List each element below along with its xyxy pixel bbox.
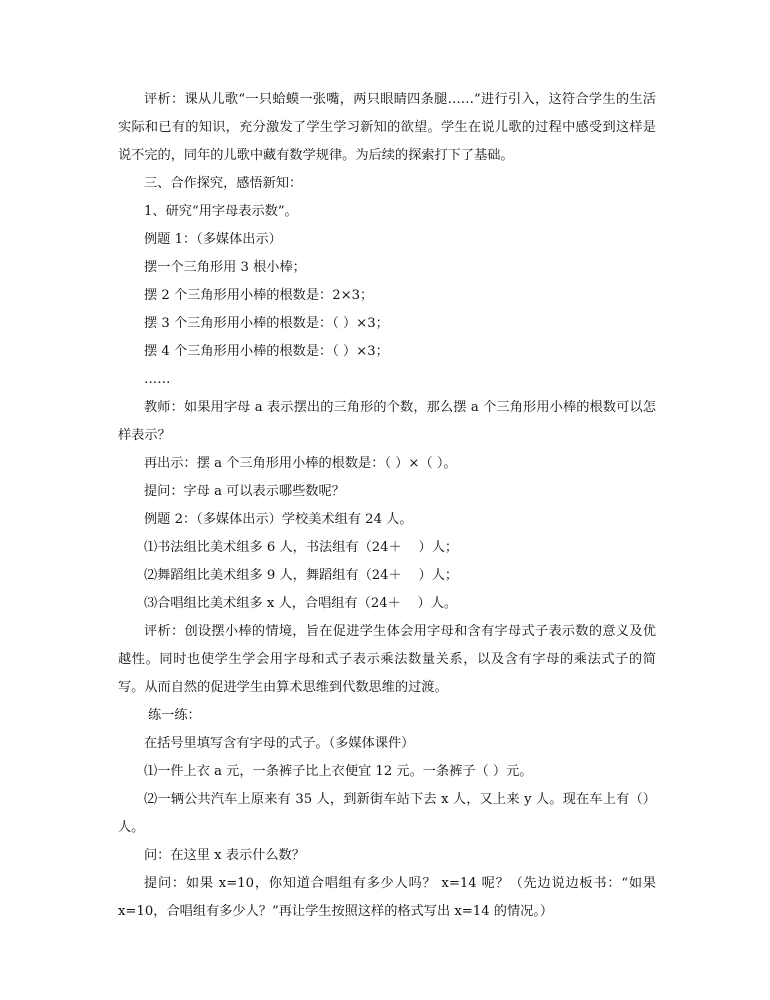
example-1-line-2: 摆 2 个三角形用小棒的根数是：2×3； [144,288,374,303]
section-heading: 三、合作探究，感悟新知： [144,176,303,191]
practice-item-1: ⑴一件上衣 a 元，一条裤子比上衣便宜 12 元。一条裤子（ ）元。 [144,764,533,779]
question-letter-a: 提问：字母 a 可以表示哪些数呢？ [144,484,345,499]
document-page [118,86,656,926]
example-1-title: 例题 1：（多媒体出示） [144,232,282,247]
example-1-line-3: 摆 3 个三角形用小棒的根数是：（ ）×3； [144,316,389,331]
ellipsis-line: …… [144,372,171,387]
commentary-paragraph-1: 评析：课从儿歌“一只蛤蟆一张嘴，两只眼睛四条腿……”进行引入，这符合学生的生活实际和已有的知识，充分激发了学生学习新知的欲望。学生在说儿歌的过程中感受到这样是说不完的，同年的儿歌中藏有数学规律。为后续的探索打下了基础。 [118,92,656,163]
example-2-item-3: ⑶合唱组比美术组多 x 人，合唱组有（24＋ ）人。 [144,596,458,611]
follow-up-question: 提问：如果 x=10，你知道合唱组有多少人吗？ x=14 呢？（先边说边板书：“如果x=10，合唱组有多少人？”再让学生按照这样的格式写出 x=14 的情况。） [118,876,656,919]
commentary-paragraph-2: 评析：创设摆小棒的情境，旨在促进学生体会用字母和含有字母式子表示数的意义及优越性。同时也使学生学会用字母和式子表示乘法数量关系，以及含有字母的乘法式子的简写。从而自然的促进学生由算术思维到代数思维的过渡。 [118,624,656,695]
example-1-line-4: 摆 4 个三角形用小棒的根数是：（ ）×3； [144,344,389,359]
practice-instruction: 在括号里填写含有字母的式子。（多媒体课件） [144,736,415,751]
question-x-meaning: 问：在这里 x 表示什么数？ [144,848,305,863]
practice-heading: 练一练： [148,708,201,723]
subsection-heading: 1、研究“用字母表示数”。 [144,204,298,219]
teacher-question: 教师：如果用字母 a 表示摆出的三角形的个数，那么摆 a 个三角形用小棒的根数可以怎样表示？ [118,400,656,443]
example-2-title: 例题 2：（多媒体出示）学校美术组有 24 人。 [144,512,413,527]
display-prompt: 再出示：摆 a 个三角形用小棒的根数是：（ ）×（ ）。 [144,456,457,471]
example-2-item-2: ⑵舞蹈组比美术组多 9 人，舞蹈组有（24＋ ）人； [144,568,459,583]
example-1-line-1: 摆一个三角形用 3 根小棒； [144,260,306,275]
example-2-item-1: ⑴书法组比美术组多 6 人，书法组有（24＋ ）人； [144,540,459,555]
practice-item-2: ⑵一辆公共汽车上原来有 35 人，到新街车站下去 x 人，又上来 y 人。现在车上有（）人。 [118,792,656,835]
